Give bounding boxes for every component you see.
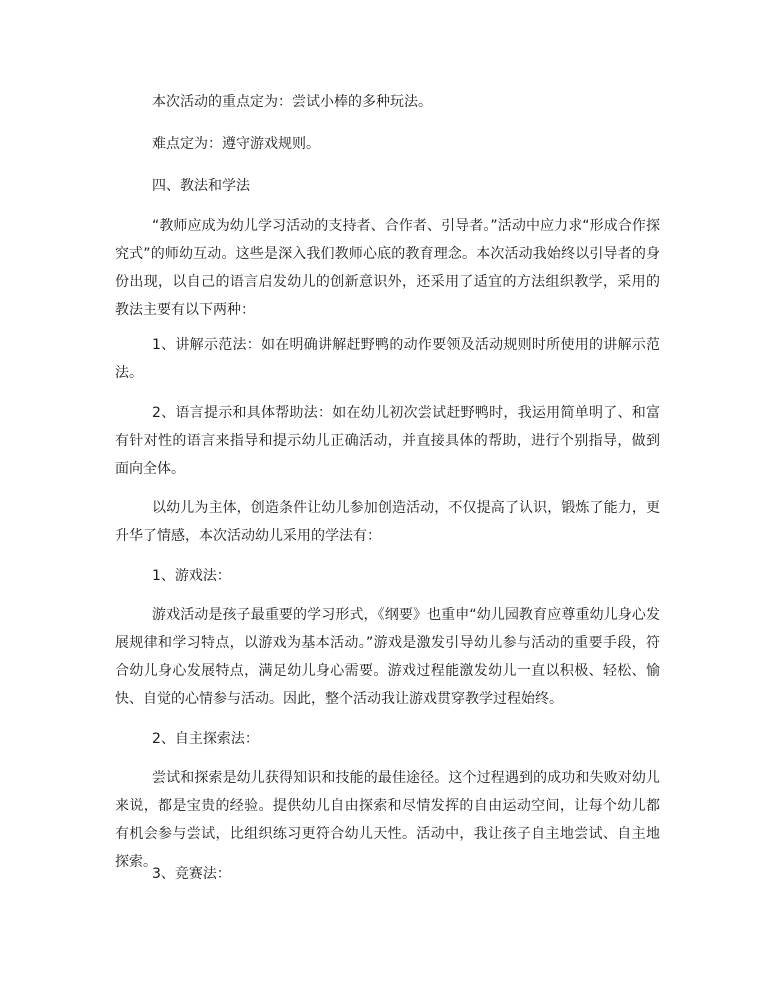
paragraph-difficult-point: 难点定为：遵守游戏规则。 — [152, 136, 320, 152]
paragraph-key-point: 本次活动的重点定为：尝试小棒的多种玩法。 — [152, 94, 432, 110]
paragraph-method-2: 2、语言提示和具体帮助法：如在幼儿初次尝试赶野鸭时，我运用简单明了、和富有针对性的语言来指导和提示幼儿正确活动，并直接具体的帮助，进行个别指导，做到面向全体。 — [115, 405, 660, 477]
subheading-contest-method: 3、竞赛法： — [152, 866, 231, 882]
paragraph-learning-intro: 以幼儿为主体，创造条件让幼儿参加创造活动，不仅提高了认识，锻炼了能力，更升华了情感，本次活动幼儿采用的学法有： — [115, 500, 660, 544]
paragraph-method-1: 1、讲解示范法：如在明确讲解赶野鸭的动作要领及活动规则时所使用的讲解示范法。 — [115, 337, 660, 381]
subheading-game-method: 1、游戏法： — [152, 568, 231, 584]
paragraph-explore-method: 尝试和探索是幼儿获得知识和技能的最佳途径。这个过程遇到的成功和失败对幼儿来说，都是宝贵的经验。提供幼儿自由探索和尽情发挥的自由运动空间，让每个幼儿都有机会参与尝试，比组织练习更符合幼儿天性。活动中，我让孩子自主地尝试、自主地探索。 — [115, 770, 660, 870]
section-heading-methods: 四、教法和学法 — [152, 178, 250, 194]
paragraph-teaching-intro: “教师应成为幼儿学习活动的支持者、合作者、引导者。”活动中应力求“形成合作探究式”的师幼互动。这些是深入我们教师心底的教育理念。本次活动我始终以引导者的身份出现，以自己的语言启发幼儿的创新意识外，还采用了适宜的方法组织教学，采用的教法主要有以下两种： — [115, 218, 660, 318]
subheading-explore-method: 2、自主探索法： — [152, 731, 259, 747]
paragraph-game-method: 游戏活动是孩子最重要的学习形式，《纲要》也重申“幼儿园教育应尊重幼儿身心发展规律和学习特点，以游戏为基本活动。”游戏是激发引导幼儿参与活动的重要手段，符合幼儿身心发展特点，满足幼儿身心需要。游戏过程能激发幼儿一直以积极、轻松、愉快、自觉的心情参与活动。因此，整个活动我让游戏贯穿教学过程始终。 — [115, 607, 660, 707]
